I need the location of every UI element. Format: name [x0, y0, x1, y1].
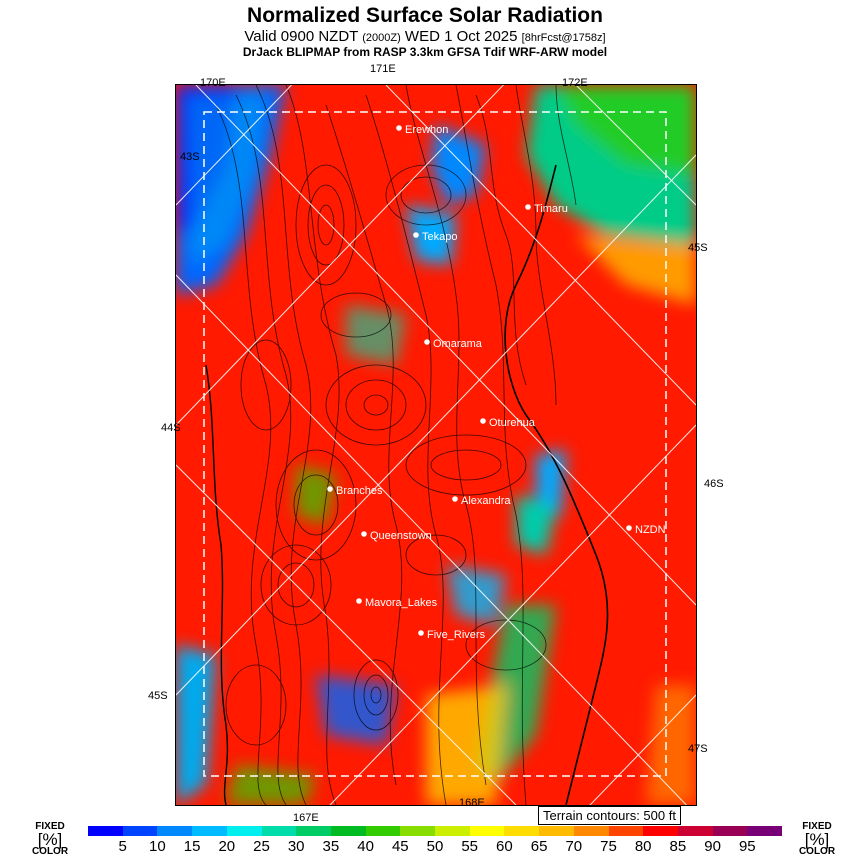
color-scale-segment: [366, 826, 401, 836]
place-dot-five-rivers: [418, 630, 424, 636]
place-dot-timaru: [525, 204, 531, 210]
color-scale-segment: [296, 826, 331, 836]
place-label-omarama: Omarama: [433, 338, 482, 350]
legend-unit-right: [%]: [804, 830, 830, 849]
color-scale-tick: 85: [669, 838, 687, 855]
color-scale-tick: 40: [357, 838, 374, 855]
terrain-contours-note: Terrain contours: 500 ft: [538, 806, 681, 825]
place-dot-erewhon: [396, 125, 402, 131]
place-dot-alexandra: [452, 496, 458, 502]
color-scale-segment: [262, 826, 297, 836]
place-dot-nzdn: [626, 525, 632, 531]
place-label-erewhon: Erewhon: [405, 124, 449, 136]
color-scale-segment: [678, 826, 713, 836]
coord-46s: 46S: [704, 478, 724, 490]
valid-time: [0, 28, 850, 45]
map-canvas: [176, 85, 696, 805]
color-scale-tick: 45: [391, 838, 409, 855]
color-scale-tick: 75: [600, 838, 617, 855]
legend-color-label-right: COLOR: [798, 846, 836, 857]
legend-fixed-left: [28, 822, 72, 857]
color-scale-segment: [192, 826, 227, 836]
color-scale-tick: 70: [565, 838, 583, 855]
color-scale-tick: 5: [118, 838, 127, 855]
color-scale-tick: 60: [496, 838, 513, 855]
color-scale-segment: [157, 826, 192, 836]
coord-47s: 47S: [688, 743, 708, 755]
place-label-mavora-lakes: Mavora_Lakes: [365, 597, 438, 609]
coord-44s: 44S: [161, 422, 181, 434]
place-dot-queenstown: [361, 531, 367, 537]
color-scale-tick: 30: [287, 838, 305, 855]
place-label-alexandra: Alexandra: [461, 495, 511, 507]
map-title: Normalized Surface Solar Radiation: [247, 4, 603, 27]
legend-color-label-left: COLOR: [31, 846, 69, 857]
color-scale-segment: [643, 826, 678, 836]
color-scale-tick: 20: [218, 838, 236, 855]
color-scale-tick: 55: [461, 838, 479, 855]
place-dot-tekapo: [413, 232, 419, 238]
color-scale-segment: [400, 826, 435, 836]
solar-radiation-map: [175, 84, 697, 806]
coord-167e: 167E: [293, 812, 319, 824]
valid-zulu: (2000Z): [362, 32, 401, 44]
color-scale-segment: [88, 826, 123, 836]
color-scale-segment: [435, 826, 470, 836]
legend-fixed-right: [795, 822, 839, 857]
color-scale-tick: 15: [183, 838, 201, 855]
color-scale-segment: [574, 826, 609, 836]
coord-45s-left: 45S: [148, 690, 168, 702]
coord-45s-right: 45S: [688, 242, 708, 254]
color-scale-tick: 10: [149, 838, 166, 855]
color-scale-segment: [539, 826, 574, 836]
color-scale-segment: [227, 826, 262, 836]
place-dot-mavora-lakes: [356, 598, 362, 604]
valid-suffix: WED 1 Oct 2025: [400, 28, 522, 45]
legend-fixed-label-left: FIXED: [35, 821, 65, 832]
color-scale-segment: [713, 826, 748, 836]
place-dot-oturehua: [480, 418, 486, 424]
color-scale-segment: [504, 826, 539, 836]
color-scale-segment: [609, 826, 644, 836]
place-label-branches: Branches: [336, 485, 383, 497]
place-dot-omarama: [424, 339, 430, 345]
coord-171e: 171E: [370, 63, 396, 75]
color-scale-tick: 50: [426, 838, 444, 855]
color-scale-tick: 35: [322, 838, 340, 855]
model-description: DrJack BLIPMAP from RASP 3.3km GFSA Tdif WRF-ARW model: [242, 45, 608, 59]
color-scale-tick: 90: [704, 838, 721, 855]
place-label-queenstown: Queenstown: [370, 530, 432, 542]
coord-168e: 168E: [459, 797, 485, 809]
color-scale-segment: [747, 826, 782, 836]
coord-43s: 43S: [180, 151, 200, 163]
color-scale-segment: [123, 826, 158, 836]
color-scale-bar: [88, 826, 782, 836]
coord-170e: 170E: [200, 77, 226, 89]
color-scale-segment: [470, 826, 505, 836]
place-label-timaru: Timaru: [534, 203, 568, 215]
legend-unit-left: [%]: [37, 830, 63, 849]
color-scale-tick: 25: [253, 838, 270, 855]
place-label-five-rivers: Five_Rivers: [427, 629, 486, 641]
color-scale-ticks: [88, 838, 782, 856]
color-scale-tick: 80: [634, 838, 652, 855]
place-label-nzdn: NZDN: [635, 524, 666, 536]
valid-prefix: Valid 0900 NZDT: [244, 28, 363, 45]
forecast-info: [8hrFcst@1758z]: [521, 32, 606, 44]
place-label-tekapo: Tekapo: [422, 231, 458, 243]
color-scale-tick: 65: [530, 838, 548, 855]
color-scale-segment: [331, 826, 366, 836]
coord-172e: 172E: [562, 77, 588, 89]
legend-fixed-label-right: FIXED: [802, 821, 832, 832]
place-label-oturehua: Oturehua: [489, 417, 535, 429]
place-dot-branches: [327, 486, 333, 492]
color-scale-tick: 95: [738, 838, 756, 855]
